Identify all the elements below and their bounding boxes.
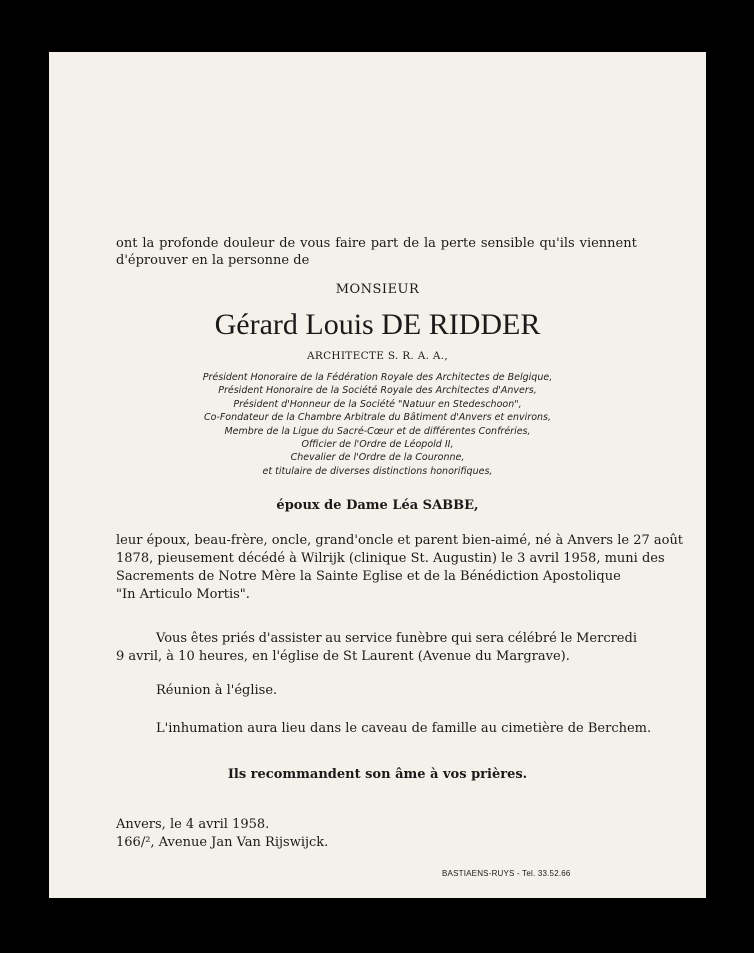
intro-word: qu'ils xyxy=(539,236,575,251)
title-line: Président Honoraire de la Société Royale des Architectes d'Anvers, xyxy=(218,385,537,397)
reunion-line: Réunion à l'église. xyxy=(156,683,278,698)
intro-line-1 xyxy=(116,235,637,252)
mourning-card xyxy=(49,52,706,898)
announcement-line: 1878, pieusement décédé à Wilrijk (clinique St. Augustin) le 3 avril 1958, muni des xyxy=(116,551,665,566)
intro-word: de xyxy=(403,236,420,251)
intro-word: la xyxy=(424,236,436,251)
service-line-2: 9 avril, à 10 heures, en l'église de St Laurent (Avenue du Margrave). xyxy=(116,649,570,664)
spouse-line: époux de Dame Léa SABBE, xyxy=(276,498,479,513)
intro-word: ont xyxy=(116,236,138,251)
service-word: le xyxy=(560,631,573,646)
title-line: Chevalier de l'Ordre de la Couronne, xyxy=(290,452,465,464)
prayer-line: Ils recommandent son âme à vos prières. xyxy=(227,767,528,782)
service-word: Vous xyxy=(156,631,188,646)
printer-credit: BASTIAENS-RUYS - Tel. 33.52.66 xyxy=(442,869,571,878)
service-word: d'assister xyxy=(258,631,322,646)
announcement-line: Sacrements de Notre Mère la Sainte Eglise et de la Bénédiction Apostolique xyxy=(116,569,621,584)
service-word: funèbre xyxy=(395,631,448,646)
service-word: priés xyxy=(221,631,255,646)
intro-word: sensible xyxy=(480,236,535,251)
intro-word: douleur xyxy=(223,236,275,251)
intro-word: part xyxy=(370,236,399,251)
inhumation-line: L'inhumation aura lieu dans le caveau de famille au cimetière de Berchem. xyxy=(156,721,652,736)
service-line-1 xyxy=(116,630,637,648)
announcement-paragraph xyxy=(116,532,684,604)
announcement-line: leur époux, beau-frère, oncle, grand'oncle et parent bien-aimé, né à Anvers le 27 août xyxy=(116,533,684,548)
intro-line-2: d'éprouver en la personne de xyxy=(116,253,310,268)
service-word: Mercredi xyxy=(576,631,637,646)
title-line: Membre de la Ligue du Sacré-Cœur et de différentes Confréries, xyxy=(224,425,531,437)
service-word: au xyxy=(325,631,342,646)
title-line: Président Honoraire de la Fédération Royale des Architectes de Belgique, xyxy=(202,372,553,383)
intro-paragraph xyxy=(116,235,637,269)
service-word: sera xyxy=(475,631,505,646)
intro-word: la xyxy=(142,236,155,251)
honorific: MONSIEUR xyxy=(335,282,420,297)
intro-word: viennent xyxy=(579,236,637,251)
intro-word: perte xyxy=(440,236,476,251)
intro-word: vous xyxy=(300,236,331,251)
service-word: qui xyxy=(451,631,472,646)
service-paragraph xyxy=(116,630,637,666)
service-word: êtes xyxy=(190,631,219,646)
city-date: Anvers, le 4 avril 1958. xyxy=(116,817,270,832)
intro-word: de xyxy=(279,236,296,251)
announcement-line: "In Articulo Mortis". xyxy=(116,587,250,602)
title-line: et titulaire de diverses distinctions honorifiques, xyxy=(262,465,493,477)
address: 166/², Avenue Jan Van Rijswijck. xyxy=(116,835,329,850)
service-word: célébré xyxy=(507,631,557,646)
titles-list xyxy=(49,371,706,478)
title-line: Co-Fondateur de la Chambre Arbitrale du Bâtiment d'Anvers et environs, xyxy=(203,412,552,424)
title-line: Officier de l'Ordre de Léopold II, xyxy=(301,439,454,451)
intro-word: profonde xyxy=(159,236,219,251)
title-line: Président d'Honneur de la Société "Natuur en Stedeschoon", xyxy=(233,398,522,410)
profession: ARCHITECTE S. R. A. A., xyxy=(306,350,449,362)
deceased-name: Gérard Louis DE RIDDER xyxy=(214,308,541,341)
service-word: service xyxy=(345,631,393,646)
intro-word: faire xyxy=(335,236,366,251)
place-date-block xyxy=(116,816,328,852)
